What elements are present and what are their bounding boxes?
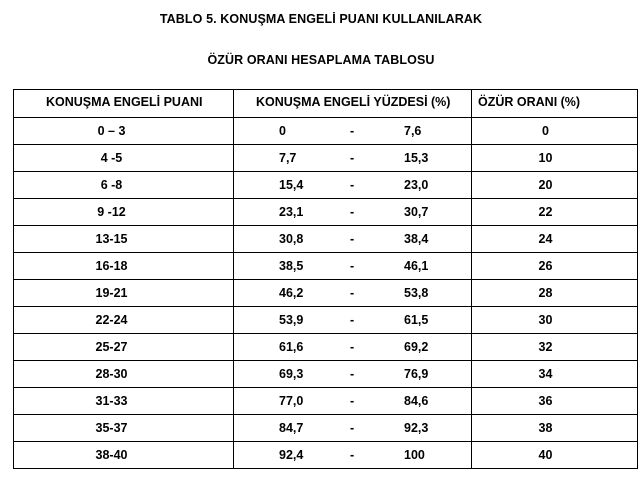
disability-rate-cell: 40 [472,442,638,469]
table-row [14,226,638,253]
disability-rate-cell: 28 [472,280,638,307]
disability-rate-table [13,89,638,469]
range-dash: - [350,124,355,138]
score-cell: 13-15 [14,226,234,253]
table-row [14,388,638,415]
percent-to: 15,3 [404,151,429,165]
percent-range-cell [234,199,472,226]
percent-to: 23,0 [404,178,429,192]
score-cell: 31-33 [14,388,234,415]
range-dash: - [350,448,355,462]
range-dash: - [350,367,355,381]
table-row [14,307,638,334]
disability-rate-cell: 34 [472,361,638,388]
score-cell: 6 -8 [14,172,234,199]
disability-rate-cell: 36 [472,388,638,415]
percent-to: 30,7 [404,205,429,219]
score-cell: 38-40 [14,442,234,469]
disability-rate-cell: 32 [472,334,638,361]
table-row [14,199,638,226]
percent-range-cell [234,145,472,172]
header-score: KONUŞMA ENGELİ PUANI [14,90,234,118]
range-dash: - [350,394,355,408]
percent-to: 53,8 [404,286,429,300]
percent-from: 61,6 [279,340,304,354]
score-cell: 16-18 [14,253,234,280]
disability-rate-cell: 38 [472,415,638,442]
percent-to: 7,6 [404,124,422,138]
percent-from: 46,2 [279,286,304,300]
percent-from: 15,4 [279,178,304,192]
score-cell: 28-30 [14,361,234,388]
range-dash: - [350,178,355,192]
table-row [14,334,638,361]
percent-range-cell [234,280,472,307]
table-row [14,253,638,280]
percent-range-cell [234,334,472,361]
table-row [14,280,638,307]
percent-from: 30,8 [279,232,304,246]
range-dash: - [350,313,355,327]
percent-from: 7,7 [279,151,297,165]
score-cell: 25-27 [14,334,234,361]
percent-to: 84,6 [404,394,429,408]
percent-range-cell [234,388,472,415]
table-row [14,145,638,172]
percent-range-cell [234,361,472,388]
table-row [14,172,638,199]
disability-rate-cell: 24 [472,226,638,253]
score-cell: 22-24 [14,307,234,334]
disability-rate-cell: 30 [472,307,638,334]
percent-from: 84,7 [279,421,304,435]
range-dash: - [350,286,355,300]
disability-rate-cell: 20 [472,172,638,199]
percent-range-cell [234,415,472,442]
percent-to: 61,5 [404,313,429,327]
score-cell: 35-37 [14,415,234,442]
header-disability-rate: ÖZÜR ORANI (%) [472,90,638,118]
percent-to: 100 [404,448,425,462]
table-row [14,361,638,388]
percent-from: 23,1 [279,205,304,219]
table-row [14,442,638,469]
score-cell: 4 -5 [14,145,234,172]
range-dash: - [350,340,355,354]
percent-from: 38,5 [279,259,304,273]
header-percent: KONUŞMA ENGELİ YÜZDESİ (%) [234,90,472,118]
score-cell: 19-21 [14,280,234,307]
range-dash: - [350,232,355,246]
disability-rate-cell: 22 [472,199,638,226]
percent-range-cell [234,118,472,145]
percent-from: 53,9 [279,313,304,327]
disability-rate-cell: 0 [472,118,638,145]
percent-to: 69,2 [404,340,429,354]
table-title-line-1: TABLO 5. KONUŞMA ENGELİ PUANI KULLANILARAK [159,12,483,26]
percent-from: 69,3 [279,367,304,381]
percent-to: 92,3 [404,421,429,435]
score-cell: 9 -12 [14,199,234,226]
score-cell: 0 – 3 [14,118,234,145]
table-title-line-2: ÖZÜR ORANI HESAPLAMA TABLOSU [207,53,435,67]
percent-from: 77,0 [279,394,304,408]
range-dash: - [350,259,355,273]
disability-rate-cell: 10 [472,145,638,172]
disability-rate-cell: 26 [472,253,638,280]
percent-range-cell [234,253,472,280]
percent-range-cell [234,307,472,334]
table-row [14,415,638,442]
percent-range-cell [234,226,472,253]
percent-from: 92,4 [279,448,304,462]
range-dash: - [350,421,355,435]
range-dash: - [350,151,355,165]
percent-from: 0 [279,124,286,138]
percent-to: 76,9 [404,367,429,381]
percent-to: 46,1 [404,259,429,273]
table-header-row [14,90,638,118]
percent-range-cell [234,172,472,199]
percent-to: 38,4 [404,232,429,246]
table-row [14,118,638,145]
percent-range-cell [234,442,472,469]
range-dash: - [350,205,355,219]
